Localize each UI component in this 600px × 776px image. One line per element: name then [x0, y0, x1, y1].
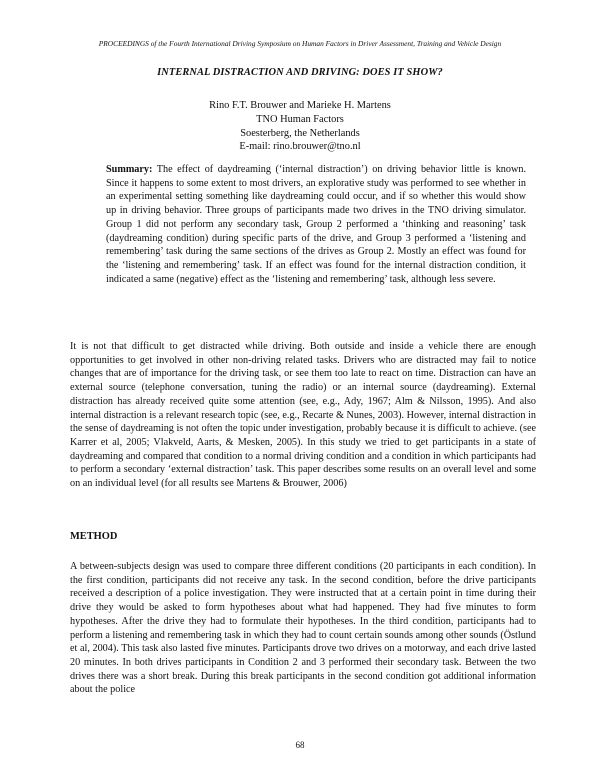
running-head: PROCEEDINGS of the Fourth International Driving Symposium on Human Factors in Driver Assessment, Training and Vehicle Design	[98, 39, 502, 48]
method-heading: METHOD	[70, 531, 118, 542]
author-email: E-mail: rino.brouwer@tno.nl	[239, 141, 361, 153]
summary-text: The effect of daydreaming (‘internal distraction’) on driving behavior little is known. Since it happens to some extent to most drivers, an explorative study was performed to see whether in an experimental setting something like daydreaming could occur, and if so whether this would show up in driving behavior. Three groups of participants made two drives in the TNO driving simulator. Group 1 did not perform any secondary task, Group 2 performed a ‘thinking and reasoning’ task (daydreaming condition) during specific parts of the drive, and Group 3 performed a ‘listening and remembering’ task during the same sections of the drives as Group 2. Mostly an effect was found for the ‘listening and remembering’ task. If an effect was found for the internal distraction condition, it indicated a same (negative) effect as the ‘listening and remembering’ task, although less severe.	[106, 164, 526, 285]
page-number: 68	[295, 740, 305, 750]
summary-label: Summary:	[106, 164, 153, 175]
author-names: Rino F.T. Brouwer and Marieke H. Martens	[209, 100, 391, 111]
author-affiliation: TNO Human Factors	[256, 113, 344, 125]
author-block	[100, 99, 500, 154]
intro-paragraph: It is not that difficult to get distracted while driving. Both outside and inside a vehicle there are enough opportunities to get involved in other non-driving related tasks. Drivers who are distracted may fail to notice changes that are of importance for the driving task, or see them too late to react on time. Distraction can have an external source (telephone conversation, tuning the radio) or an internal source (daydreaming). External distraction has already received quite some attention (see, e.g., Ady, 1967; Alm & Nilsson, 1995). And also internal distraction is a relevant research topic (see, e.g., Recarte & Nunes, 2003). However, internal distraction in the sense of daydreaming is not often the topic under investigation, probably because it is difficult to achieve. (see Karrer et al, 2005; Vlakveld, Aarts, & Mesken, 2005). In this study we tried to get participants in a state of daydreaming and compared that condition to a normal driving condition and a condition in which participants had to perform a secondary ‘external distraction’ task. This paper describes some results on an overall level and some on an individual level (for all results see Martens & Brouwer, 2006)	[70, 341, 536, 490]
summary-abstract	[106, 163, 526, 286]
author-location: Soesterberg, the Netherlands	[240, 127, 360, 139]
paper-title: INTERNAL DISTRACTION AND DRIVING: DOES IT SHOW?	[157, 67, 443, 78]
method-paragraph: A between-subjects design was used to compare three different conditions (20 participants in each condition). In the first condition, participants did not receive any task. In the second condition, before the drive participants received a description of a police investigation. They were instructed that at a certain point in time during their drive they would be asked to form hypotheses about what had happened. They had five minutes to form hypotheses. After the drive they had to formulate their hypotheses. In the third condition, participants had to perform a listening and remembering task in which they had to count certain sounds among other sounds (Östlund et al, 2004). This task also lasted five minutes. Participants drove two drives on a motorway, and each drive lasted 20 minutes. In both drives participants in Condition 2 and 3 performed their secondary task. Between the two drives there was a short break. During this break participants in the second condition got additional information about the police	[70, 561, 536, 696]
